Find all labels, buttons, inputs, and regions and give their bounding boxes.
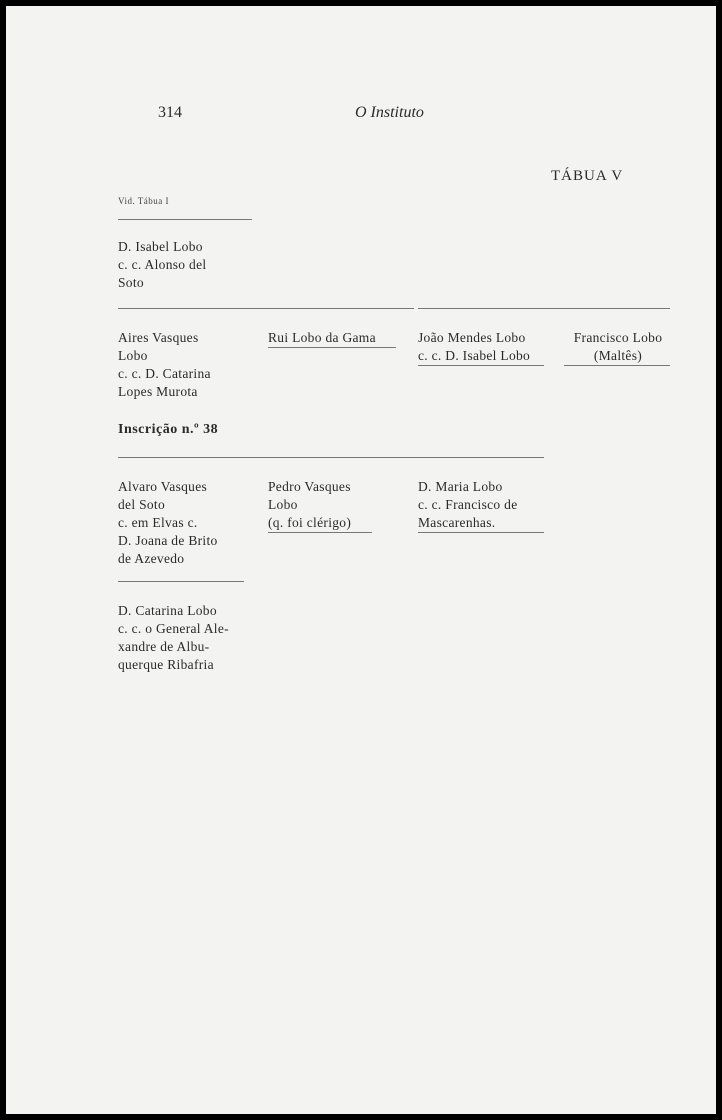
grandchild-line: Mascarenhas. <box>418 515 496 530</box>
divider-line <box>118 581 244 582</box>
grandchild-line: del Soto <box>118 497 166 512</box>
great-grandchild-line: D. Catarina Lobo <box>118 603 217 618</box>
inscription-label: Inscrição n.º 38 <box>118 422 219 437</box>
grandchild-line: c. em Elvas c. <box>118 515 198 530</box>
child-line: (Maltês) <box>593 348 643 363</box>
divider-line <box>118 457 544 458</box>
underline <box>268 532 372 533</box>
grandchild-line: Alvaro Vasques <box>118 479 208 494</box>
great-grandchild-line: querque Ribafria <box>118 657 214 672</box>
child-line: c. c. D. Isabel Lobo <box>418 348 531 363</box>
reference-note: Vid. Tábua I <box>118 196 170 206</box>
grandchild-line: D. Joana de Brito <box>118 533 218 548</box>
underline <box>268 347 396 348</box>
divider-line <box>118 219 252 220</box>
root-line: D. Isabel Lobo <box>118 239 203 254</box>
underline <box>418 532 544 533</box>
grandchild-entry <box>268 478 351 532</box>
grandchild-line: c. c. Francisco de <box>418 497 518 512</box>
grandchild-line: de Azevedo <box>118 551 185 566</box>
underline <box>418 365 544 366</box>
child-line: João Mendes Lobo <box>418 330 526 345</box>
underline <box>564 365 670 366</box>
divider-line <box>418 308 670 309</box>
child-entry <box>268 329 376 347</box>
child-line: c. c. D. Catarina <box>118 366 211 381</box>
grandchild-entry <box>118 478 218 568</box>
child-entry <box>418 329 530 365</box>
grandchild-line: D. Maria Lobo <box>418 479 503 494</box>
child-line: Francisco Lobo <box>573 330 663 345</box>
great-grandchild-line: c. c. o General Ale- <box>118 621 229 636</box>
document-page <box>6 6 716 1114</box>
divider-line <box>118 308 414 309</box>
child-line: Rui Lobo da Gama <box>268 330 376 345</box>
great-grandchild-entry <box>118 602 229 674</box>
grandchild-line: Pedro Vasques <box>268 479 351 494</box>
child-line: Lobo <box>118 348 148 363</box>
root-entry <box>118 238 206 292</box>
page-number: 314 <box>158 104 182 121</box>
child-entry <box>562 329 674 365</box>
root-line: c. c. Alonso del <box>118 257 207 272</box>
running-title: O Instituto <box>355 104 424 121</box>
grandchild-entry <box>418 478 518 532</box>
child-entry <box>118 329 211 401</box>
child-line: Lopes Murota <box>118 384 198 399</box>
great-grandchild-line: xandre de Albu- <box>118 639 210 654</box>
grandchild-line: (q. foi clérigo) <box>268 515 352 530</box>
child-line: Aires Vasques <box>118 330 199 345</box>
grandchild-line: Lobo <box>268 497 298 512</box>
table-title: TÁBUA V <box>551 168 624 184</box>
root-line: Soto <box>118 275 144 290</box>
